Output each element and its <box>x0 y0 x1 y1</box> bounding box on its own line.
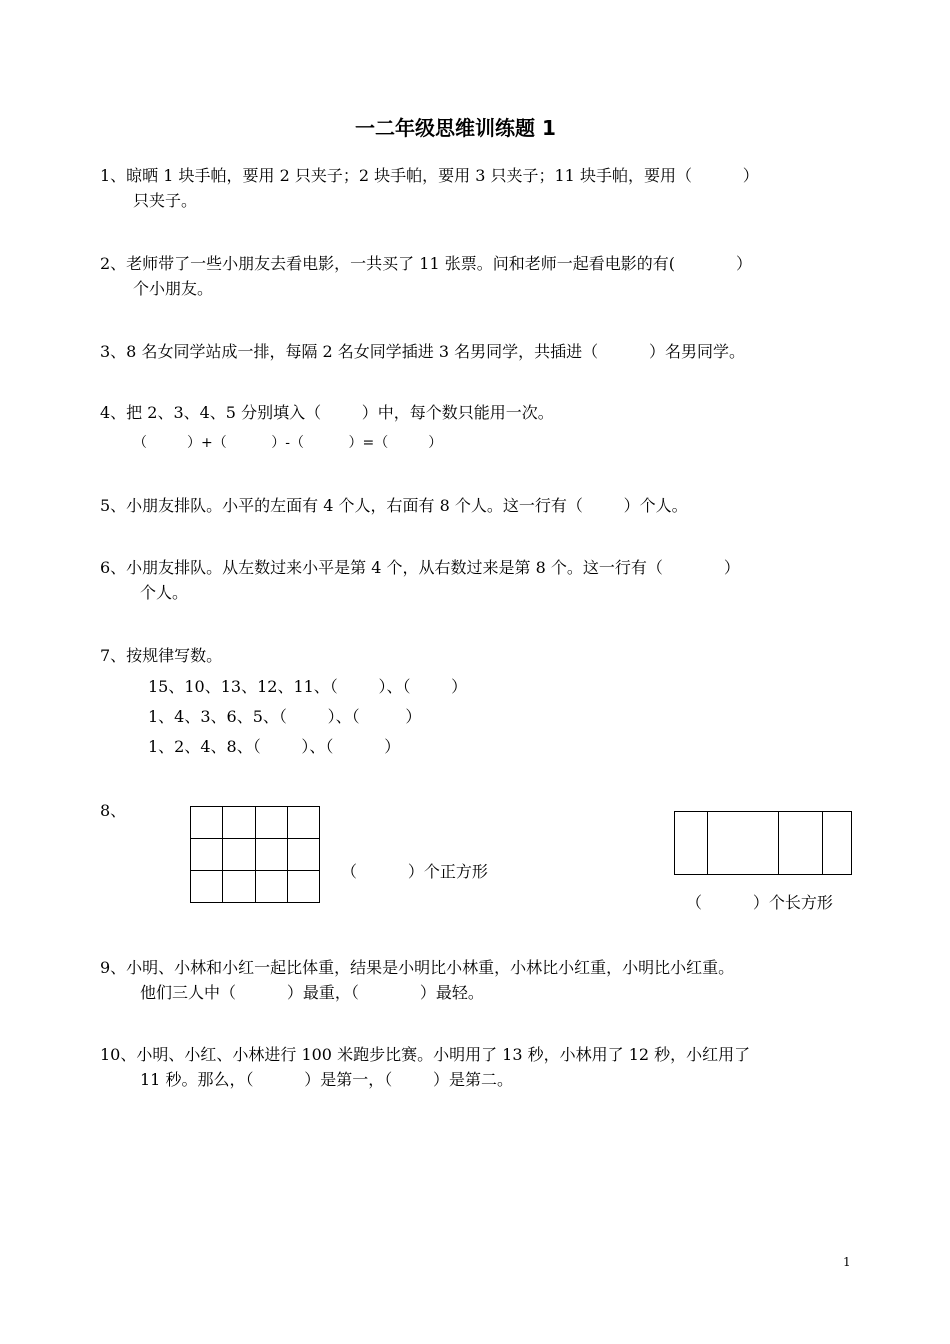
question-7-sequence-1: 15、10、13、12、11、（ ）、（ ） <box>148 677 468 696</box>
page-title: 一二年级思维训练题 1 <box>355 116 556 140</box>
question-7-sequence-2: 1、4、3、6、5、（ ）、（ ） <box>148 707 422 726</box>
question-6-line-2: 个人。 <box>140 583 189 602</box>
rectangle-strip-figure <box>674 811 852 875</box>
square-grid-figure <box>190 806 320 903</box>
question-1-line-1: 1、晾晒 1 块手帕，要用 2 只夹子；2 块手帕，要用 3 只夹子；11 块手帕，要用（ ） <box>100 166 759 185</box>
question-2-line-1: 2、老师带了一些小朋友去看电影，一共买了 11 张票。问和老师一起看电影的有( ） <box>100 254 752 273</box>
question-7-sequence-3: 1、2、4、8、（ ）、（ ） <box>148 737 401 756</box>
question-7-line-1: 7、按规律写数。 <box>100 646 223 665</box>
strip-divider <box>822 812 823 874</box>
question-8-label: 8、 <box>100 801 127 820</box>
question-5-line-1: 5、小朋友排队。小平的左面有 4 个人，右面有 8 个人。这一行有（ ）个人。 <box>100 496 688 515</box>
question-8-rectangles-answer: （ ）个长方形 <box>686 893 833 912</box>
page-number: 1 <box>843 1255 851 1269</box>
question-4-equation: （ ）+（ ）-（ ）=（ ） <box>133 435 443 451</box>
question-8-squares-answer: （ ）个正方形 <box>341 862 488 881</box>
strip-divider <box>778 812 779 874</box>
question-9-line-1: 9、小明、小林和小红一起比体重，结果是小明比小林重，小林比小红重，小明比小红重。 <box>100 958 735 977</box>
question-10-line-1: 10、小明、小红、小林进行 100 米跑步比赛。小明用了 13 秒，小林用了 12 秒，小红用了 <box>100 1045 751 1064</box>
question-6-line-1: 6、小朋友排队。从左数过来小平是第 4 个，从右数过来是第 8 个。这一行有（ ） <box>100 558 740 577</box>
question-10-line-2: 11 秒。那么，（ ）是第一，（ ）是第二。 <box>140 1070 513 1089</box>
strip-divider <box>707 812 708 874</box>
question-9-line-2: 他们三人中（ ）最重，（ ）最轻。 <box>140 983 484 1002</box>
question-2-line-2: 个小朋友。 <box>133 279 214 298</box>
question-1-line-2: 只夹子。 <box>133 191 198 210</box>
question-3-line-1: 3、8 名女同学站成一排，每隔 2 名女同学插进 3 名男同学，共插进（ ）名男同学。 <box>100 342 746 361</box>
question-4-line-1: 4、把 2、3、4、5 分别填入（ ）中，每个数只能用一次。 <box>100 403 554 422</box>
